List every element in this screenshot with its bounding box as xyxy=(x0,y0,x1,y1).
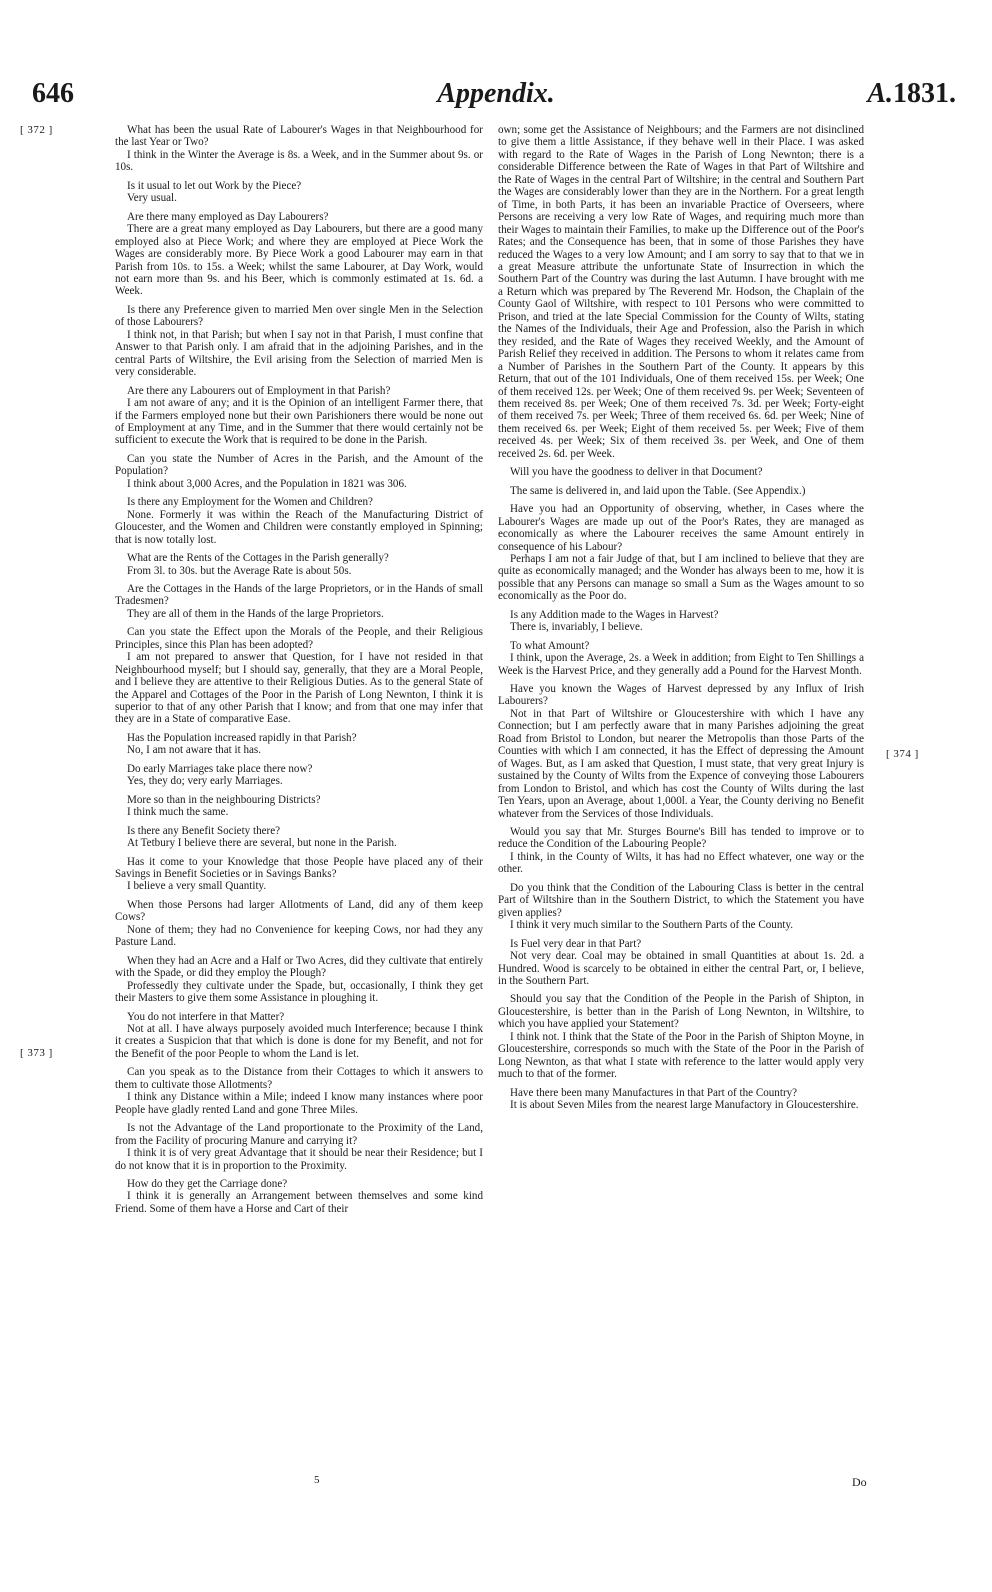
answer: The same is delivered in, and laid upon the Table. (See Appendix.) xyxy=(510,484,806,497)
answer: I think about 3,000 Acres, and the Population in 1821 was 306. xyxy=(127,477,407,490)
margin-ref-374: [ 374 ] xyxy=(886,748,919,760)
question: What are the Rents of the Cottages in the Parish generally? xyxy=(127,552,389,565)
right-column xyxy=(498,124,864,1112)
answer: Professedly they cultivate under the Spade, but, occasionally, I think they get their Masters to give them some Assistance in ploughing it. xyxy=(115,979,483,1005)
answer: I am not aware of any; and it is the Opinion of an intelligent Farmer there, that if the Farmers employed none but their own Parishioners there would be none out of Employment at any Time, and in the Summer that there would certainly not be sufficient to execute the Work that is required to be done in the Parish. xyxy=(115,397,483,447)
question: Are the Cottages in the Hands of the large Proprietors, or in the Hands of small Tradesmen? xyxy=(115,582,483,608)
answer: Very usual. xyxy=(127,192,177,205)
question: Is not the Advantage of the Land proportionate to the Proximity of the Land, from the Facility of procuring Manure and carrying it? xyxy=(115,1122,483,1147)
answer: I think it is of very great Advantage that it should be near their Residence; but I do not know that it is in proportion to the Proximity. xyxy=(115,1147,483,1172)
answer: I think not. I think that the State of the Poor in the Parish of Shipton Moyne, in Gloucestershire, corresponds so much with the State of the Poor in the Parish of Long Newnton, as that what I state with reference to the latter would apply very much to that of the former. xyxy=(498,1030,864,1081)
question: Would you say that Mr. Sturges Bourne's Bill has tended to improve or to reduce the Condition of the Labouring People? xyxy=(498,826,864,851)
answer: I think in the Winter the Average is 8s. a Week, and in the Summer about 9s. or 10s. xyxy=(115,148,483,174)
question: Is Fuel very dear in that Part? xyxy=(510,937,642,950)
question: Has the Population increased rapidly in that Parish? xyxy=(127,731,357,744)
answer: They are all of them in the Hands of the large Proprietors. xyxy=(127,607,384,620)
answer: I think much the same. xyxy=(127,806,229,819)
page-header xyxy=(30,78,962,118)
year-prefix: A. xyxy=(867,78,893,109)
question: Do early Marriages take place there now? xyxy=(127,762,313,775)
answer: I think it is generally an Arrangement between themselves and some kind Friend. Some of them have a Horse and Cart of their xyxy=(115,1190,483,1215)
answer: I think it very much similar to the Southern Parts of the County. xyxy=(510,919,794,932)
question: Are there many employed as Day Labourers? xyxy=(127,210,329,223)
answer-continued: own; some get the Assistance of Neighbours; and the Farmers are not disinclined to give them a little Assistance, if they behave well in their Place. I was asked with regard to the Rate of Wages in the Parish of Long Newnton; there is a considerable Difference between the Rate of Wages in that Part of Wiltshire and the Rate of Wages in the central Part of Wiltshire; in the central and Southern Part the Wages are considerably lower than they are in the Northern. For a great length of Time, in both Parts, it has been an invariable Practice of Overseers, where Persons are receiving a very low Rate of Wages, and requiring much more than their Wages to maintain their Families, to make up the Difference out of the Poor's Rates; and the Consequence has been, that in some of those Parishes they have reduced the Wages to a very low Amount; and I am sorry to say that to that we in a great Measure attribute the unfortunate State of Insurrection in which the Southern Part of the Country was during the last Autumn. I have brought with me a Return which was prepared by The Reverend Mr. Hodson, the Chaplain of the County Gaol of Wiltshire, with respect to 101 Persons who were committed to Prison, and tried at the late Special Commission for the County of Wilts, stating the Names of the Individuals, their Age and Profession, also the Parish in which they resided, and the Rate of Wages they received Weekly, and the Amount of Parish Relief they received in addition. The Persons to whom it relates came from a Number of Parishes in the Southern Part of the County. It appears by this Return, that out of the 101 Individuals, One of them received 15s. per Week; One of them received 12s. per Week; One of them received 9s. per Week; Seventeen of them received 8s. per Week; One of them received 7s. 3d. per Week; Forty-eight of them received 7s. per Week; Three of them received 6s. 6d. per Week; Nine of them received 6s. per Week; Eight of them received 5s. per Week; Five of them received 4s. per Week; Six of them received 3s. per Week, and One of them received 2s. 6d. per Week. xyxy=(498,124,864,460)
answer: No, I am not aware that it has. xyxy=(127,744,262,757)
question: Can you speak as to the Distance from their Cottages to which it answers to them to cultivate those Allotments? xyxy=(115,1066,483,1091)
signature-mark: 5 xyxy=(314,1474,320,1486)
question: Can you state the Effect upon the Morals of the People, and their Religious Principles, since this Plan has been adopted? xyxy=(115,626,483,651)
question: Should you say that the Condition of the People in the Parish of Shipton, in Gloucestershire, is better than in the Parish of Long Newnton, in Wiltshire, to which you have applied your Statement? xyxy=(498,993,864,1031)
question: Is there any Benefit Society there? xyxy=(127,824,281,837)
answer: Yes, they do; very early Marriages. xyxy=(127,775,283,788)
answer: There are a great many employed as Day Labourers, but there are a good many employed also at Piece Work; and where they are employed at Piece Work the Wages are considerably more. By Piece Work a good Labourer may earn in that Parish from 10s. to 15s. a Week; whilst the same Labourer, at Day Work, would not earn more than 9s. and his Beer, which is commonly estimated at 1s. 6d. a Week. xyxy=(115,223,483,298)
answer: There is, invariably, I believe. xyxy=(510,621,643,634)
question: Have there been many Manufactures in that Part of the Country? xyxy=(510,1086,798,1099)
answer: It is about Seven Miles from the nearest large Manufactory in Gloucestershire. xyxy=(510,1099,859,1112)
left-column xyxy=(115,124,483,1215)
question: When they had an Acre and a Half or Two Acres, did they cultivate that entirely with the Spade, or did they employ the Plough? xyxy=(115,954,483,980)
margin-ref-373: [ 373 ] xyxy=(20,1047,53,1059)
question: When those Persons had larger Allotments of Land, did any of them keep Cows? xyxy=(115,898,483,924)
margin-ref-372: [ 372 ] xyxy=(20,124,53,136)
year-number: 1831. xyxy=(893,78,956,109)
answer: Not at all. I have always purposely avoided much Interference; because I think it creates a Suspicion that that which is done is done for my Benefit, and not for the Benefit of the poor People to whom the Land is let. xyxy=(115,1023,483,1060)
answer: From 3l. to 30s. but the Average Rate is about 50s. xyxy=(127,564,352,577)
page-year xyxy=(867,78,956,110)
question: What has been the usual Rate of Labourer's Wages in that Neighbourhood for the last Year or Two? xyxy=(115,124,483,149)
question: Is there any Preference given to married Men over single Men in the Selection of those Labourers? xyxy=(115,303,483,329)
question: Is there any Employment for the Women and Children? xyxy=(127,496,373,509)
question: Has it come to your Knowledge that those People have placed any of their Savings in Benefit Societies or in Savings Banks? xyxy=(115,855,483,881)
answer: At Tetbury I believe there are several, but none in the Parish. xyxy=(127,837,397,850)
answer: I think, in the County of Wilts, it has had no Effect whatever, one way or the other. xyxy=(498,850,864,876)
answer: I think, upon the Average, 2s. a Week in addition; from Eight to Ten Shillings a Week is the Harvest Price, and they generally add a Pound for the Harvest Month. xyxy=(498,652,864,677)
catchword: Do xyxy=(852,1475,867,1489)
question: Are there any Labourers out of Employment in that Parish? xyxy=(127,384,391,397)
question: Is any Addition made to the Wages in Harvest? xyxy=(510,608,719,621)
page-title: Appendix. xyxy=(437,78,555,109)
page-number: 646 xyxy=(32,78,74,109)
question: More so than in the neighbouring Districts? xyxy=(127,793,321,806)
question: Can you state the Number of Acres in the Parish, and the Amount of the Population? xyxy=(115,452,483,478)
question: Have you known the Wages of Harvest depressed by any Influx of Irish Labourers? xyxy=(498,683,864,708)
question: Is it usual to let out Work by the Piece? xyxy=(127,179,302,192)
answer: Not very dear. Coal may be obtained in small Quantities at about 1s. 2d. a Hundred. Wood is scarcely to be obtained in either the central Part, or, I believe, in the Southern Part. xyxy=(498,950,864,987)
question: How do they get the Carriage done? xyxy=(127,1177,288,1190)
answer: I think any Distance within a Mile; indeed I know many instances where poor People have gladly rented Land and gone Three Miles. xyxy=(115,1091,483,1116)
answer: Perhaps I am not a fair Judge of that, but I am inclined to believe that they are quite as economically managed; and the Wonder has always been to me, how it is possible that any Persons can manage so small a Sum as the Wages amount to so economically as the Poor do. xyxy=(498,552,864,603)
question: Have you had an Opportunity of observing, whether, in Cases where the Labourer's Wages are made up out of the Poor's Rates, they are managed as economically as where the Labourer receives the same Amount entirely in consequence of his Labour? xyxy=(498,503,864,553)
answer: I am not prepared to answer that Question, for I have not resided in that Neighbourhood myself; but I should say, generally, that they are a Moral People, and I believe they are attentive to their Religious Duties. As to the general State of the Apparel and Cottages of the Poor in the Parish of Long Newnton, I think it is superior to that of any other Parish that I know; and from that one may infer that they are in a State of comparative Ease. xyxy=(115,651,483,726)
question: To what Amount? xyxy=(510,639,590,652)
answer: None of them; they had no Convenience for keeping Cows, nor had they any Pasture Land. xyxy=(115,923,483,949)
answer: Not in that Part of Wiltshire or Gloucestershire with which I have any Connection; but I am perfectly aware that in many Parishes adjoining the great Road from Bristol to London, but nearer the Metropolis than those Parts of the Counties with which I am connected, it has the Effect of depressing the Amount of Wages. But, as I am asked that Question, I must state, that very great Injury is sustained by the County of Wilts from the Expence of conveying those Labourers from London to Bristol, and which has cost the County of Wilts during the last Ten Years, upon an Average, about 1,000l. a Year, the County deriving no Benefit whatever from the Services of those Individuals. xyxy=(498,707,864,820)
answer: I believe a very small Quantity. xyxy=(127,880,267,893)
question: Do you think that the Condition of the Labouring Class is better in the central Part of Wiltshire than in the Southern District, to which the Statement you have given applies? xyxy=(498,881,864,919)
answer: I think not, in that Parish; but when I say not in that Parish, I must confine that Answer to that Parish only. I am afraid that in the adjoining Parishes, and in the central Parts of Wiltshire, the Evil arising from the Selection of married Men is very considerable. xyxy=(115,328,483,379)
answer: None. Formerly it was within the Reach of the Manufacturing District of Gloucester, and the Women and Children were constantly employed in Spinning; that is now totally lost. xyxy=(115,508,483,546)
question: Will you have the goodness to deliver in that Document? xyxy=(510,466,763,479)
question: You do not interfere in that Matter? xyxy=(127,1010,285,1023)
